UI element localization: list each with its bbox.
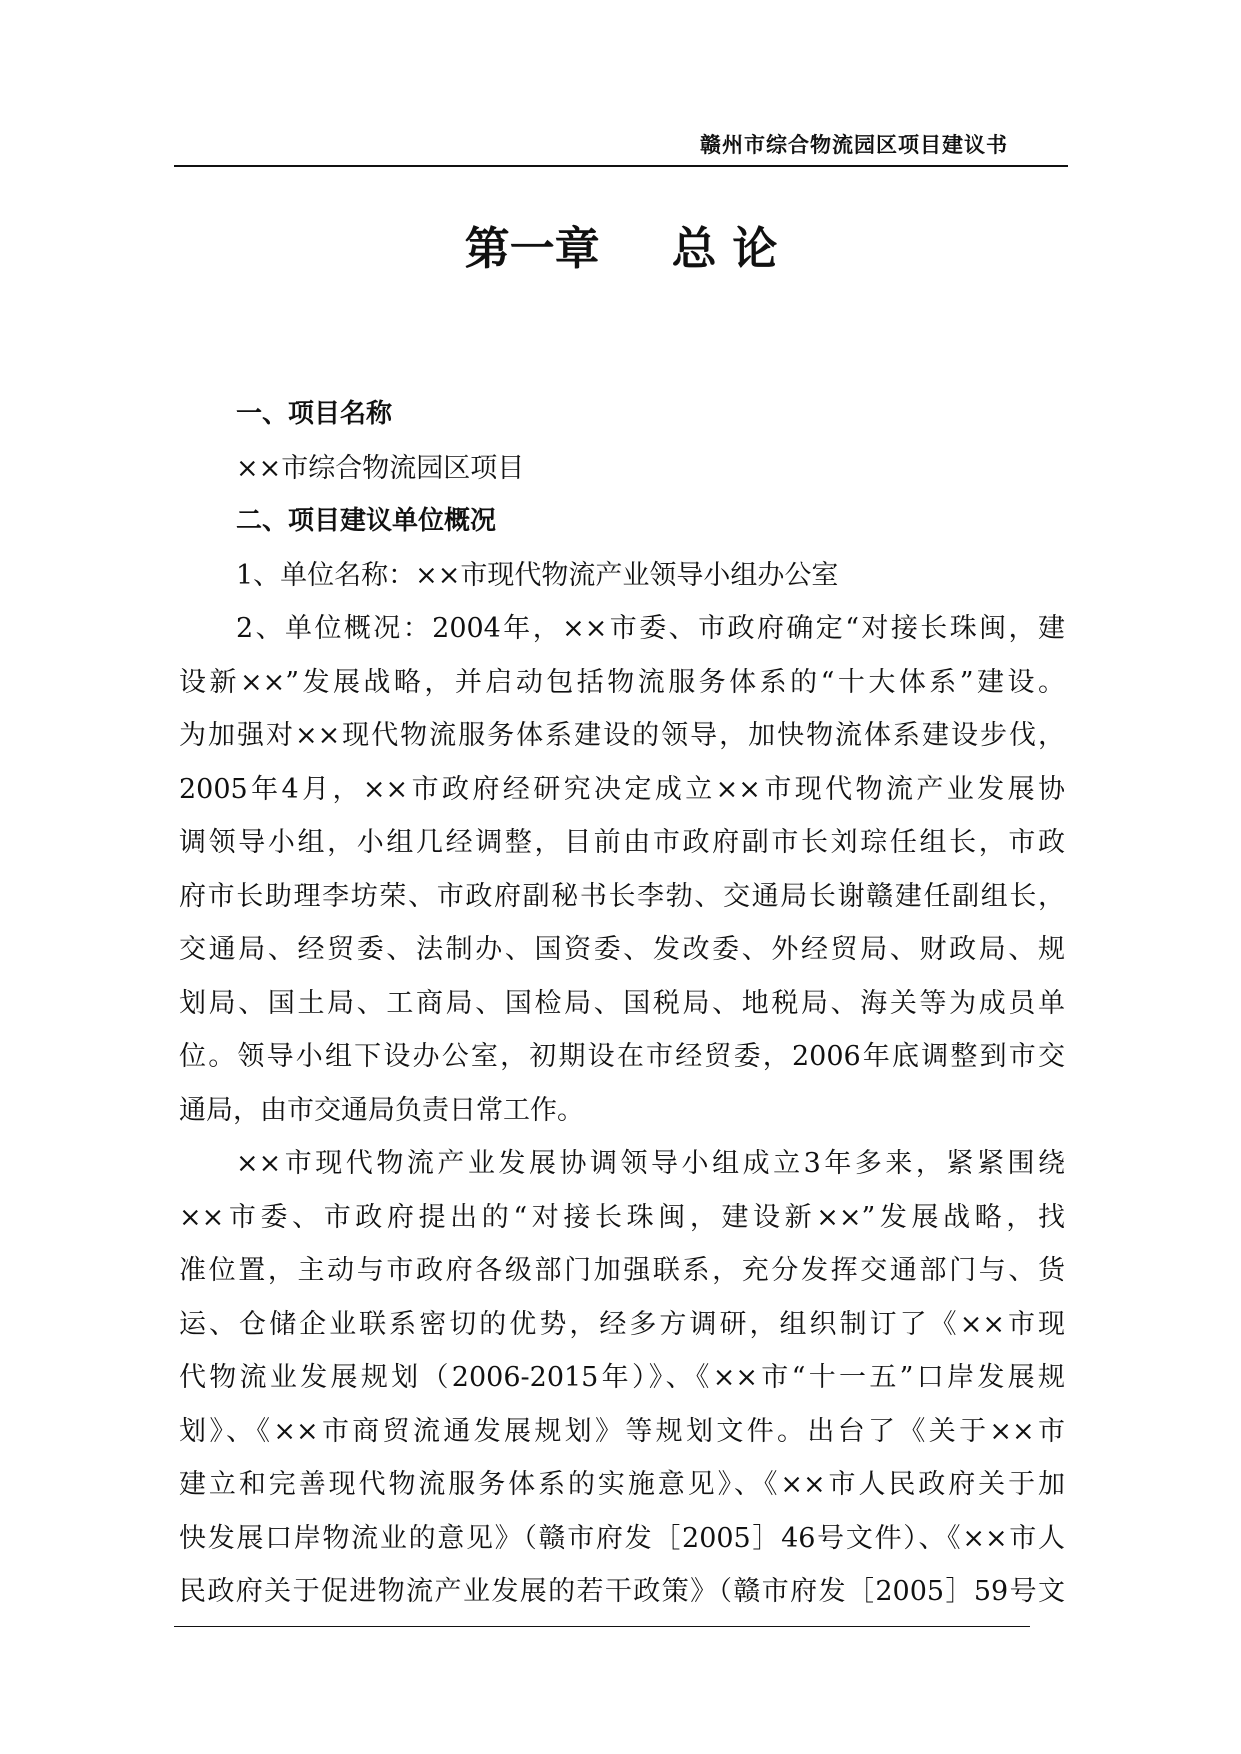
paragraph-line: 快发展口岸物流业的意见》（赣市府发［2005］46号文件）、《××市人 — [179, 1522, 1065, 1554]
paragraph-line: 建立和完善现代物流服务体系的实施意见》、《××市人民政府关于加 — [179, 1469, 1065, 1500]
paragraph-line: 为加强对××现代物流服务体系建设的领导，加快物流体系建设步伐， — [179, 720, 1065, 751]
body-text — [179, 388, 1065, 1619]
paragraph-line: 准位置，主动与市政府各级部门加强联系，充分发挥交通部门与、货 — [179, 1255, 1065, 1286]
chapter-name: 总 论 — [671, 222, 778, 275]
header-rule — [174, 165, 1068, 167]
paragraph-line: 划》、《××市商贸流通发展规划》等规划文件。出台了《关于××市 — [179, 1415, 1065, 1447]
paragraph-line: ××市现代物流产业发展协调领导小组成立3年多来，紧紧围绕 — [236, 1148, 1065, 1179]
paragraph-line: 府市长助理李坊荣、市政府副秘书长李勃、交通局长谢赣建任副组长， — [179, 880, 1065, 912]
paragraph-line: 运、仓储企业联系密切的优势，经多方调研，组织制订了《××市现 — [179, 1308, 1065, 1340]
footer-rule — [174, 1626, 1030, 1627]
paragraph-line: 代物流业发展规划（2006-2015年）》、《××市“十一五”口岸发展规 — [179, 1362, 1065, 1393]
paragraph-line: ××市综合物流园区项目 — [236, 452, 525, 484]
paragraph-line: 2、单位概况：2004年，××市委、市政府确定“对接长珠闽，建 — [236, 613, 1065, 644]
section-heading-project-name: 一、项目名称 — [236, 399, 393, 429]
chapter-title — [174, 222, 1068, 276]
paragraph-line: 交通局、经贸委、法制办、国资委、发改委、外经贸局、财政局、规 — [179, 934, 1065, 965]
paragraph-line: 2005年4月，××市政府经研究决定成立××市现代物流产业发展协 — [179, 773, 1065, 805]
header-title: 赣州市综合物流园区项目建议书 — [700, 133, 1008, 157]
paragraph-line: ××市委、市政府提出的“对接长珠闽，建设新××”发展战略，找 — [179, 1201, 1065, 1233]
paragraph-line: 划局、国土局、工商局、国检局、国税局、地税局、海关等为成员单 — [179, 987, 1065, 1019]
paragraph-line: 1、单位名称：××市现代物流产业领导小组办公室 — [236, 559, 839, 591]
section-heading-unit-overview: 二、项目建议单位概况 — [236, 506, 497, 536]
paragraph-line: 通局，由市交通局负责日常工作。 — [179, 1094, 584, 1126]
paragraph-line: 设新××”发展战略，并启动包括物流服务体系的“十大体系”建设。 — [179, 666, 1065, 698]
paragraph-line: 调领导小组，小组几经调整，目前由市政府副市长刘琮任组长，市政 — [179, 827, 1065, 858]
paragraph-line: 民政府关于促进物流产业发展的若干政策》（赣市府发［2005］59号文 — [179, 1576, 1065, 1607]
chapter-number: 第一章 — [464, 222, 600, 275]
paragraph-line: 位。领导小组下设办公室，初期设在市经贸委，2006年底调整到市交 — [179, 1041, 1065, 1072]
